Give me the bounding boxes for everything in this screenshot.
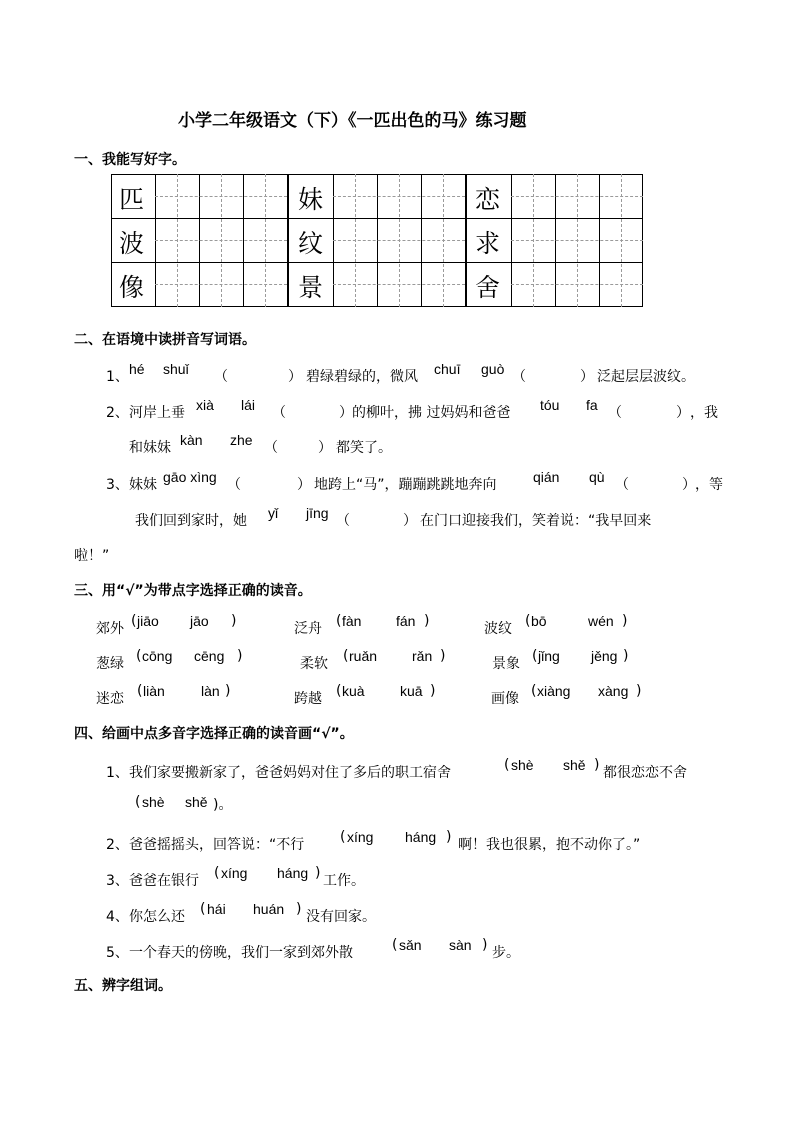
word-item: 泛舟 [294,621,322,637]
sentence-text: 我们家要搬新家了，爸爸妈妈对住了多后的职工宿舍 [129,765,451,781]
sentence-text: ，等 [695,477,723,493]
pinyin: hé [129,361,145,377]
pinyin-option[interactable]: xíng [221,865,248,881]
pinyin-option[interactable]: jǐng [538,648,560,664]
page-title: 小学二年级语文（下）《一匹出色的马》练习题 [178,111,527,131]
sentence-text: 碧绿碧绿的，微风 [306,369,418,385]
sentence-text: 的柳叶，拂 过妈妈和爸爸 [352,405,511,421]
pinyin: qián [533,469,560,485]
sentence-text: 爸爸摇摇头，回答说：“不行 [129,837,305,853]
sentence-text: 妹妹 [129,477,157,493]
sentence-text: 泛起层层波纹。 [597,369,695,385]
grid-char: 纹 [298,229,324,258]
sentence-text: 在门口迎接我们，笑着说：“我早回来 [420,513,652,529]
pinyin-option[interactable]: kuà [342,683,365,699]
sentence-text: 工作。 [323,873,365,889]
answer-blank-close: ） [297,477,311,493]
question-number: 2、 [106,837,129,853]
word-item: 葱绿 [96,656,124,672]
answer-blank-open: （ [214,369,228,385]
sentence-text: 一个春天的傍晚，我们一家到郊外散 [129,945,353,961]
pinyin-option[interactable]: ruǎn [349,648,378,664]
pinyin-option[interactable]: fán [396,613,416,629]
question-number: 4、 [106,909,129,925]
pinyin-option[interactable]: xàng [598,683,629,699]
pinyin-option[interactable]: fàn [342,613,362,629]
grid-char: 舍 [475,273,501,302]
answer-blank-close: ） [403,513,417,529]
sentence-text: 都笑了。 [336,440,392,456]
answer-blank-close: ） [682,477,696,493]
sentence-text: 你怎么还 [129,909,185,925]
grid-char: 恋 [475,185,501,214]
grid-char: 妹 [298,185,324,214]
pinyin: qù [589,469,605,485]
answer-blank-close: ） [339,405,353,421]
question-number: 1、 [106,369,129,385]
pinyin-option[interactable]: shě [563,757,586,773]
pinyin: lái [241,397,256,413]
sentence-text: 我们回到家时，她 [135,513,247,529]
pinyin-option[interactable]: shě [185,794,208,810]
pinyin-option[interactable]: huán [253,901,285,917]
answer-blank-close: ） [318,440,332,456]
pinyin: tóu [540,397,560,413]
answer-blank-close: ） [288,369,302,385]
pinyin-option[interactable]: shè [142,794,165,810]
pinyin-option[interactable]: jāo [190,613,209,629]
section-2-heading: 二、在语境中读拼音写词语。 [74,332,256,348]
sentence-text: ，我 [690,405,718,421]
section-3-heading: 三、用“√”为带点字选择正确的读音。 [74,583,312,599]
word-item: 迷恋 [96,691,124,707]
answer-blank-close: ） [676,405,690,421]
pinyin-option[interactable]: cēng [194,648,225,664]
answer-blank-open: （ [608,405,622,421]
answer-blank-open: （ [615,477,629,493]
pinyin: jīng [306,505,329,521]
pinyin: xià [196,397,214,413]
answer-blank-open: （ [227,477,241,493]
pinyin-option[interactable]: làn [201,683,220,699]
sentence-text: 啦！” [74,548,110,564]
pinyin: gāo xìng [163,469,217,485]
pinyin-option[interactable]: sǎn [399,937,422,953]
pinyin-option[interactable]: kuā [400,683,423,699]
word-item: 柔软 [300,656,328,672]
sentence-text: 和妹妹 [129,440,171,456]
sentence-text: 河岸上垂 [129,405,185,421]
question-number: 3、 [106,873,129,889]
word-item: 波纹 [484,621,512,637]
pinyin-option[interactable]: hái [207,901,226,917]
sentence-text: 没有回家。 [306,909,376,925]
question-number: 3、 [106,477,129,493]
grid-char: 景 [298,273,324,302]
grid-char: 匹 [119,185,145,214]
pinyin: guò [481,361,505,377]
pinyin-option[interactable]: shè [511,757,534,773]
grid-char: 像 [119,273,145,302]
pinyin-option[interactable]: xiàng [537,683,571,699]
section-1-heading: 一、我能写好字。 [74,152,186,168]
sentence-text: 爸爸在银行 [129,873,199,889]
sentence-text: 都很恋恋不舍 [603,765,687,781]
answer-blank-open: （ [336,513,350,529]
answer-blank-open: （ [264,440,278,456]
pinyin-option[interactable]: cōng [142,648,173,664]
section-5-heading: 五、辨字组词。 [74,978,172,994]
sentence-text: 啊！我也很累，抱不动你了。” [458,837,641,853]
question-number: 2、 [106,405,129,421]
pinyin: shuǐ [163,361,189,377]
writing-grid [111,174,643,307]
pinyin: chuī [434,361,461,377]
pinyin: zhe [230,432,253,448]
question-number: 5、 [106,945,129,961]
word-item: 画像 [491,691,519,707]
answer-blank-close: ） [580,369,594,385]
pinyin-option[interactable]: xíng [347,829,374,845]
pinyin-option[interactable]: háng [277,865,309,881]
pinyin-option[interactable]: jěng [591,648,618,664]
word-item: 跨越 [294,691,322,707]
sentence-text: 地跨上“马”，蹦蹦跳跳地奔向 [314,477,497,493]
pinyin-option[interactable]: rǎn [412,648,433,664]
answer-blank-open: （ [272,405,286,421]
answer-blank-open: （ [512,369,526,385]
pinyin: yǐ [268,505,279,521]
pinyin-option[interactable]: háng [405,829,437,845]
grid-char: 波 [119,229,145,258]
pinyin-option[interactable]: sàn [449,937,472,953]
pinyin: fa [586,397,598,413]
pinyin-option[interactable]: liàn [143,683,165,699]
question-number: 1、 [106,765,129,781]
pinyin-option[interactable]: jiāo [137,613,159,629]
sentence-text: 步。 [492,945,520,961]
word-item: 郊外 [96,621,124,637]
word-item: 景象 [492,656,520,672]
pinyin-option[interactable]: wén [588,613,614,629]
grid-char: 求 [475,229,501,258]
section-4-heading: 四、给画中点多音字选择正确的读音画“√”。 [74,726,354,742]
pinyin-option[interactable]: bō [531,613,547,629]
pinyin: kàn [180,432,203,448]
